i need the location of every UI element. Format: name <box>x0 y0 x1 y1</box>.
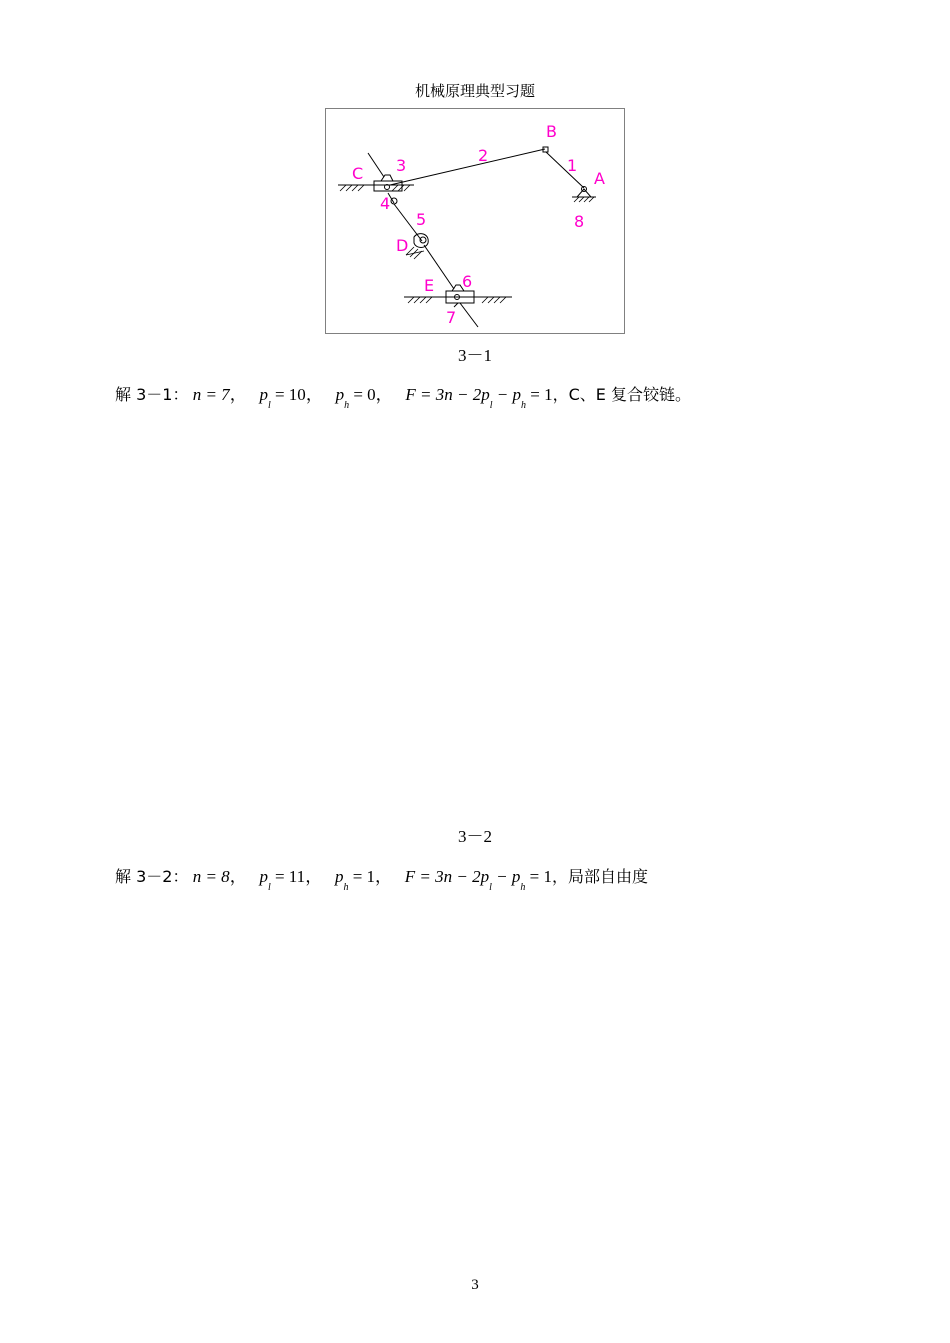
label-8: 8 <box>574 212 585 231</box>
formula-part-b: − p <box>492 385 521 404</box>
pl-sub: l <box>267 882 271 893</box>
label-1: 1 <box>567 156 578 175</box>
formula-sub-2: h <box>521 400 526 411</box>
ph-symbol: p <box>335 385 345 404</box>
pl-sub: l <box>267 400 271 411</box>
ph-sub: h <box>343 882 349 893</box>
page-header: 机械原理典型习题 <box>414 82 535 100</box>
mechanism-diagram <box>326 109 624 333</box>
formula-sub-1: l <box>489 400 493 411</box>
solution-3-2: 解 3－2： n = 8， $p_l = 11$， $p_h = 1$， $F = 3n - 2p_l - p_h = 1$，局部自由度 <box>115 867 648 893</box>
label-4: 4 <box>380 194 391 213</box>
pl-value: = 10 <box>270 385 306 404</box>
page-number: 3 <box>471 1277 479 1293</box>
formula-part-a: F = 3n − 2p <box>405 385 490 404</box>
ph-value: = 1 <box>348 867 376 886</box>
solution-3-1: 解 3－1： n = 7， $p_l = 10$， $p_h = 0$， $F = 3n - 2p_l - p_h = 1$，C、E 复合铰链。 <box>115 385 691 411</box>
label-C: C <box>352 164 364 183</box>
label-B: B <box>546 122 557 141</box>
formula-sub-1: l <box>489 882 492 893</box>
pl-value: = 11 <box>270 867 306 886</box>
ph-symbol: p <box>334 867 344 886</box>
figure-caption-3-1: 3－1 <box>458 346 492 365</box>
solution-note: ，局部自由度 <box>551 867 648 886</box>
pl-symbol: p <box>259 385 268 404</box>
pl-symbol: p <box>259 867 268 886</box>
label-2: 2 <box>478 146 489 165</box>
formula-part-a: F = 3n − 2p <box>404 867 490 886</box>
label-6: 6 <box>462 272 473 291</box>
label-E: E <box>424 276 435 295</box>
label-5: 5 <box>416 210 427 229</box>
label-3: 3 <box>396 156 407 175</box>
label-7: 7 <box>446 308 457 327</box>
ph-value: = 0 <box>349 385 376 404</box>
figure-caption-3-2: 3－2 <box>458 827 492 846</box>
formula-part-c: = 1 <box>525 867 552 886</box>
label-D: D <box>396 236 409 255</box>
formula-sub-2: h <box>520 882 526 893</box>
solution-note: ，C、E 复合铰链。 <box>552 385 691 404</box>
solution-prefix: 解 3－1： <box>115 385 189 404</box>
formula-part-c: = 1 <box>526 385 553 404</box>
label-A: A <box>594 169 605 188</box>
formula-part-b: − p <box>491 867 521 886</box>
n-value: n = 7 <box>192 385 230 404</box>
ph-sub: h <box>344 400 350 411</box>
mechanism-figure <box>325 108 625 334</box>
solution-prefix: 解 3－2： <box>115 867 189 886</box>
n-value: n = 8 <box>192 867 230 886</box>
